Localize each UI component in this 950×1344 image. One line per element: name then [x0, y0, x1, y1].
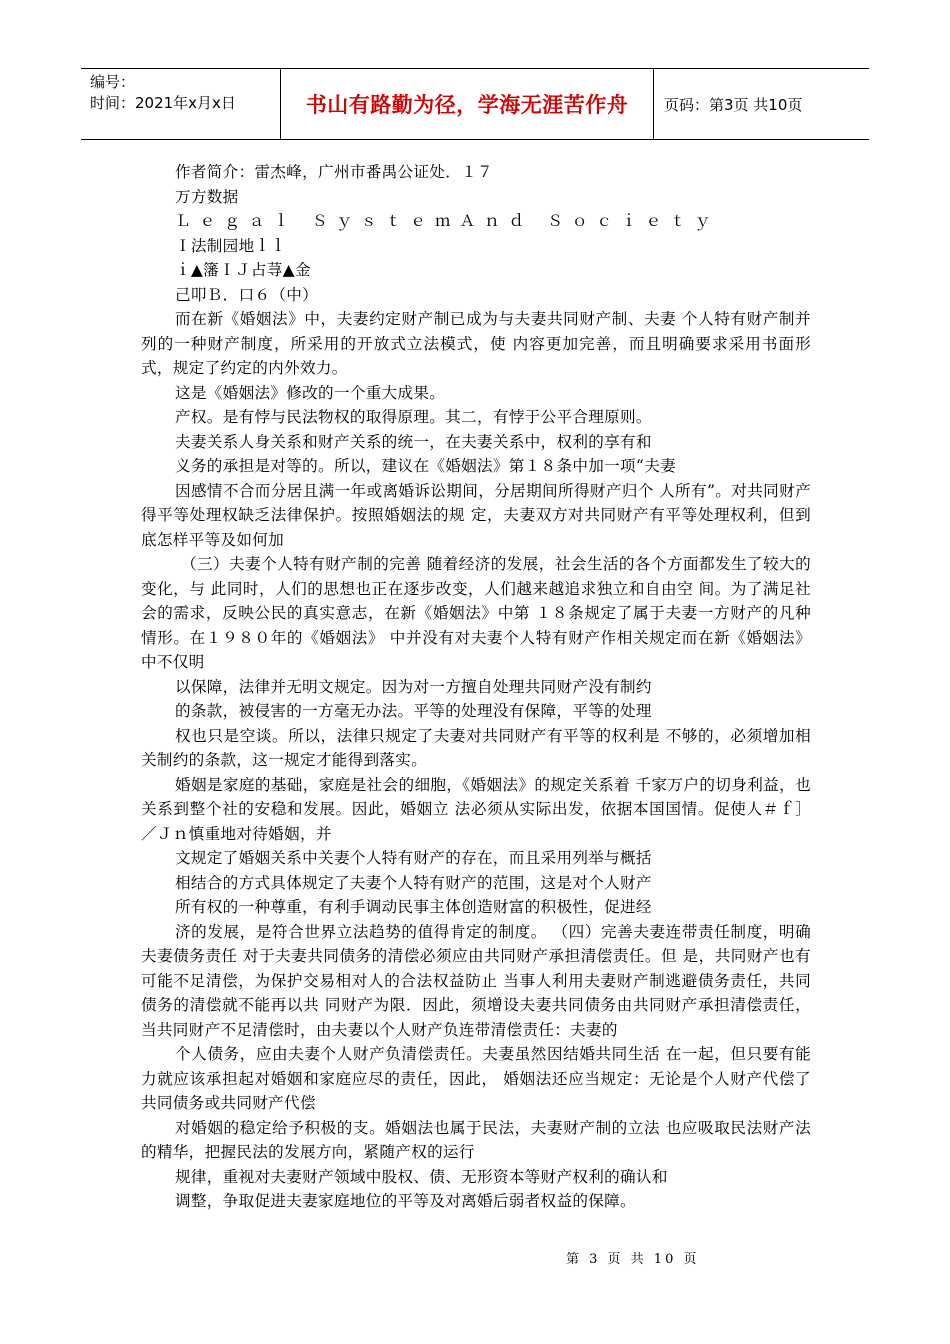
- paragraph: 个人债务，应由夫妻个人财产负清偿责任。夫妻虽然因结婚共同生活 在一起，但只要有能力就应该承担起对婚姻和家庭应尽的责任，因此， 婚姻法还应当规定：无论是个人财产代偿了共同债务或共同财产代偿: [141, 1045, 811, 1112]
- paragraph: 权也只是空谈。所以，法律只规定了夫妻对共同财产有平等的权利是 不够的，必须增加相关制约的条款，这一规定才能得到落实。: [141, 726, 811, 769]
- paragraph: Ｉ法制园地ｌｌ: [175, 236, 287, 255]
- paragraph: 因感情不合而分居且满一年或离婚诉讼期间，分居期间所得财产归个 人所有”。对共同财产得平等处理权缺乏法律保护。按照婚姻法的规 定，夫妻双方对共同财产有平等处理权利，但到底怎样平等及如何加: [141, 481, 811, 549]
- header-table: [81, 68, 869, 140]
- paragraph: 作者简介：雷杰峰，广州市番禺公证处．１７: [175, 163, 493, 181]
- paragraph: 夫妻关系人身关系和财产关系的统一，在夫妻关系中，权利的享有和: [175, 432, 652, 451]
- paragraph: 万方数据: [175, 187, 239, 206]
- header-motto: 书山有路勤为径，学海无涯苦作舟: [281, 69, 654, 139]
- paragraph: 的条款，被侵害的一方毫无办法。平等的处理没有保障，平等的处理: [175, 702, 652, 720]
- paragraph: 对婚姻的稳定给予积极的支。婚姻法也属于民法，夫妻财产制的立法 也应吸取民法财产法的精华，把握民法的发展方向，紧随产权的运行: [141, 1118, 811, 1161]
- paragraph: 这是《婚姻法》修改的一个重大成果。: [175, 383, 446, 402]
- paragraph: 调整，争取促进夫妻家庭地位的平等及对离婚后弱者权益的保障。: [175, 1192, 636, 1210]
- header-page-label: 页码：第3页 共10页: [664, 95, 803, 114]
- document-date-label: 时间：2021年x月x日: [90, 94, 236, 112]
- paragraph: ｉ▲籓ＩＪ占荨▲金: [175, 261, 311, 279]
- paragraph: 以保障，法律并无明文规定。因为对一方擅自处理共同财产没有制约: [175, 677, 652, 696]
- paragraph: 所有权的一种尊重，有利手调动民事主体创造财富的积极性，促进经: [175, 898, 652, 916]
- paragraph: （三）夫妻个人特有财产制的完善 随着经济的发展，社会生活的各个方面都发生了较大的变化，与 此同时，人们的思想也正在逐步改变，人们越来越追求独立和自由空 间。为了满足社会的需求，反映公民的真实意志，在新《婚姻法》中第 １８条规定了属于夫妻一方财产的凡种情形。在１９８０年的《婚姻法》 中并没有对夫妻个人特有财产作相关规定而在新《婚姻法》中不仅明: [141, 555, 811, 671]
- paragraph: 规律，重视对夫妻财产领域中股权、债、无形资本等财产权利的确认和: [175, 1167, 668, 1186]
- paragraph: 文规定了婚姻关系中关妻个人特有财产的存在，而且采用列举与概括: [175, 849, 652, 867]
- paragraph: Ｌｅｇａｌ ＳｙｓｔｅｍＡｎｄ Ｓｏｃｉｅｔｙ: [175, 212, 720, 230]
- paragraph: 己叩Ｂ．口６（中）: [175, 285, 319, 304]
- document-body: [141, 160, 811, 1214]
- paragraph: 济的发展，是符合世界立法趋势的值得肯定的制度。 （四）完善夫妻连带责任制度，明确夫妻债务责任 对于夫妻共同债务的清偿必须应由共同财产承担清偿责任。但 是，共同财产也有可能不足清偿，为保护交易相对人的合法权益防止 当事人利用夫妻财产制逃避债务责任，共同债务的清偿就不能再以共 同财产为限．因此，须增设夫妻共同债务由共同财产承担清偿责任， 当共同财产不足清偿时，由夫妻以个人财产负连带清偿责任：夫妻的: [141, 922, 811, 1039]
- paragraph: 义务的承担是对等的。所以，建议在《婚姻法》第１８条中加一项“夫妻: [175, 457, 676, 475]
- paragraph: 而在新《婚姻法》中，夫妻约定财产制已成为与夫妻共同财产制、夫妻 个人特有财产制并列的一种财产制度，所采用的开放式立法模式，使 内容更加完善，而且明确要求采用书面形式，规定了约定的内外效力。: [141, 310, 811, 377]
- paragraph: 婚姻是家庭的基础，家庭是社会的细胞，《婚姻法》的规定关系着 千家万户的切身利益，也关系到整个社的安稳和发展。因此，婚姻立 法必须从实际出发，依据本国国情。促使人＃ｆ］／Ｊｎ慎重地对待婚姻，并: [141, 775, 811, 843]
- page-footer: 第 3 页 共 10 页: [566, 1252, 700, 1267]
- paragraph: 相结合的方式具体规定了夫妻个人特有财产的范围，这是对个人财产: [175, 873, 652, 892]
- paragraph: 产权。是有悖与民法物权的取得原理。其二，有悖于公平合理原则。: [175, 408, 652, 426]
- header-meta: [81, 69, 281, 139]
- document-number-label: 编号：: [90, 73, 136, 91]
